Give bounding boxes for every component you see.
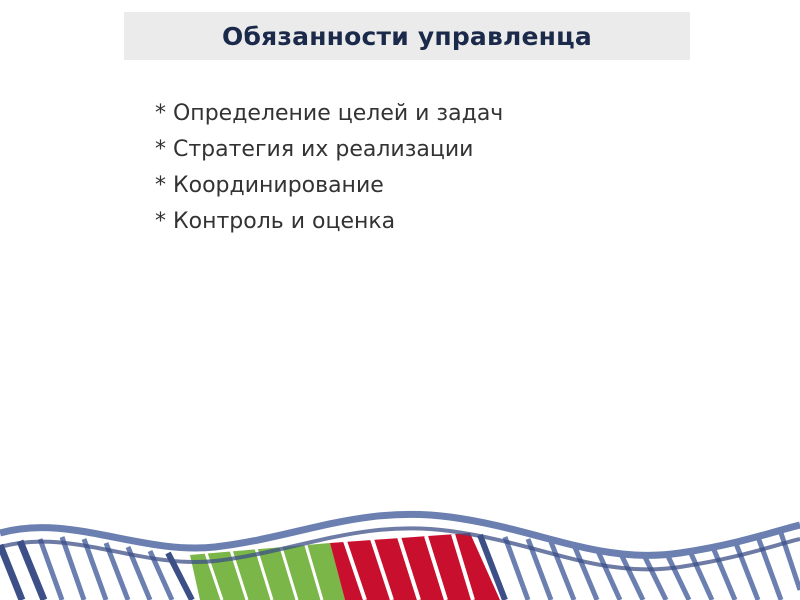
list-item: * Координирование — [155, 173, 384, 198]
slide-title-band — [124, 12, 690, 60]
list-item: * Контроль и оценка — [155, 209, 396, 234]
list-item: * Стратегия их реализации — [155, 137, 474, 162]
decorative-wave-artwork — [0, 495, 800, 600]
wave-graphic-icon — [0, 495, 800, 600]
page-title: Обязанности управленца — [222, 21, 592, 51]
bullet-list — [155, 96, 755, 240]
list-item: * Определение целей и задач — [155, 101, 504, 126]
